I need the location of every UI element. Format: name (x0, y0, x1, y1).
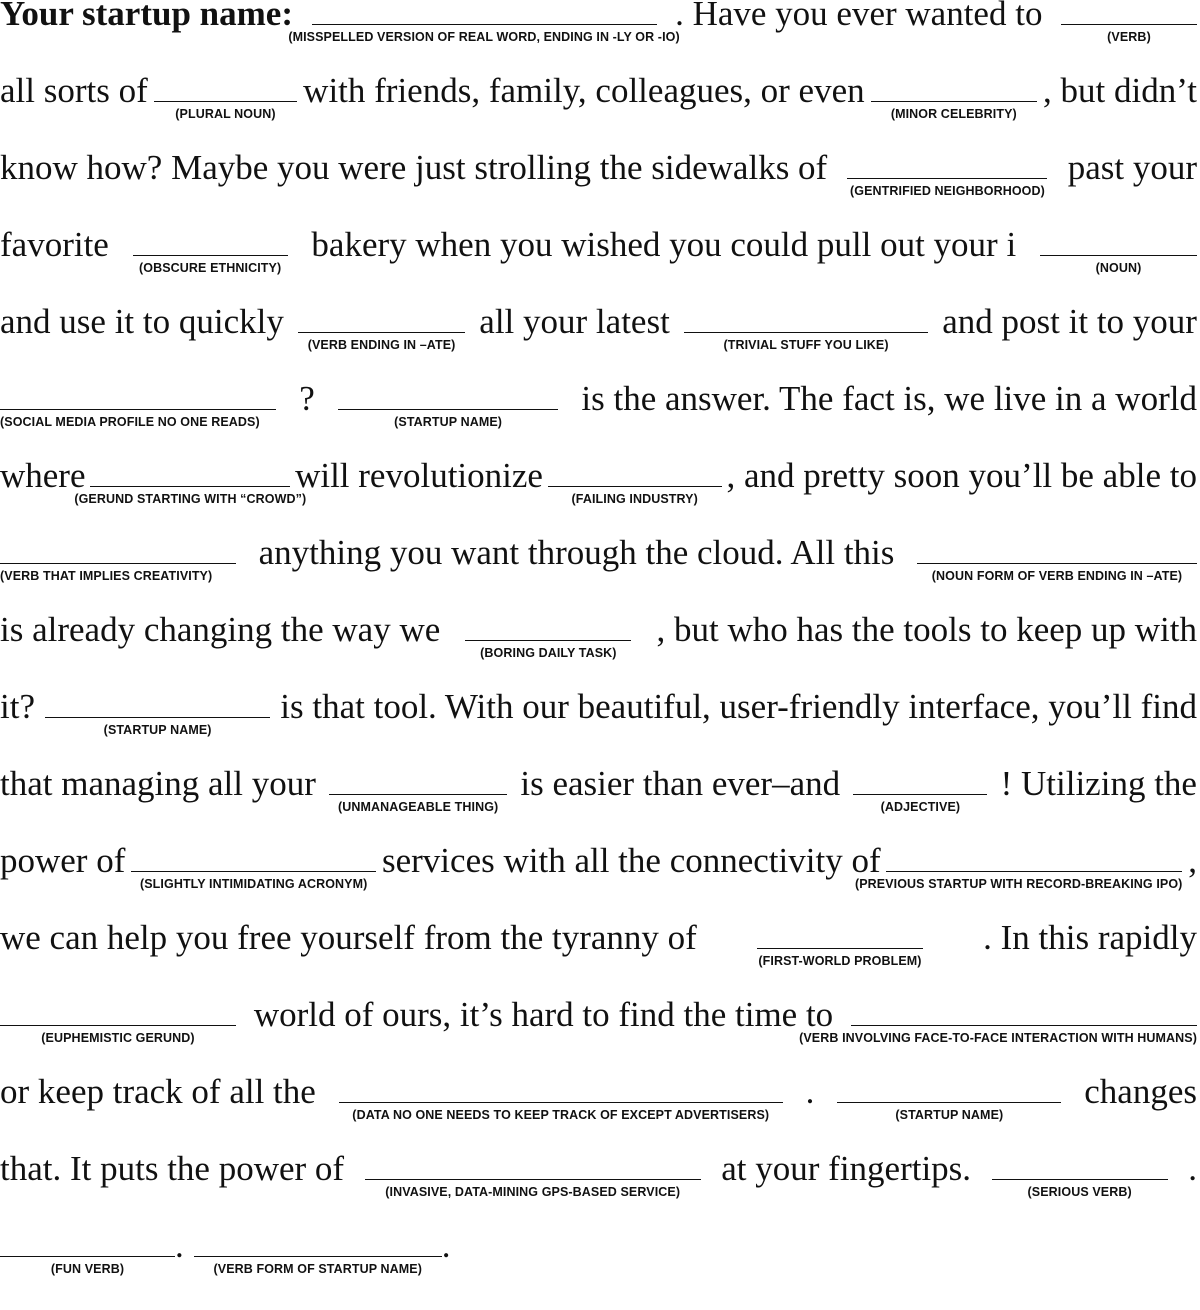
body-text: know how? Maybe you were just strolling the sidewalks of (0, 148, 828, 187)
body-text: , and pretty soon you’ll be able to (726, 456, 1197, 495)
body-text: power of (0, 841, 126, 880)
blank-caption: (STARTUP NAME) (103, 723, 212, 737)
blank-caption: (FUN VERB) (50, 1262, 125, 1276)
body-text: . (805, 1072, 815, 1111)
body-text: , (1188, 841, 1197, 880)
blank-caption: (NOUN) (1095, 261, 1142, 275)
blank-caption: (PREVIOUS STARTUP WITH RECORD-BREAKING IPO) (854, 877, 1183, 891)
text-line (0, 71, 1197, 121)
form-title: Your startup name: (0, 0, 293, 33)
blank-caption: (ADJECTIVE) (880, 800, 961, 814)
blank-field[interactable] (992, 1157, 1168, 1199)
blank-caption: (UNMANAGEABLE THING) (337, 800, 499, 814)
body-text: will revolutionize (295, 456, 543, 495)
blank-field[interactable] (853, 772, 987, 814)
blank-caption: (NOUN FORM OF VERB ENDING IN –ATE) (931, 569, 1183, 583)
body-text: world of ours, it’s hard to find the time to (253, 995, 834, 1034)
body-text: we can help you free yourself from the tyranny of (0, 918, 697, 957)
text-line (0, 1226, 1197, 1276)
body-text: favorite (0, 225, 109, 264)
blank-caption: (VERB FORM OF STARTUP NAME) (213, 1262, 422, 1276)
text-line (0, 1072, 1197, 1122)
blank-field[interactable] (1061, 2, 1197, 44)
blank-caption: (STARTUP NAME) (394, 415, 503, 429)
blank-caption: (OBSCURE ETHNICITY) (139, 261, 282, 275)
body-text: ! Utilizing the (1000, 764, 1197, 803)
blank-field[interactable] (154, 79, 297, 121)
body-text: and post it to your (942, 302, 1197, 341)
body-text: or keep track of all the (0, 1072, 316, 1111)
body-text: is easier than ever–and (520, 764, 841, 803)
blank-caption: (GENTRIFIED NEIGHBORHOOD) (850, 184, 1045, 198)
body-text: . (175, 1226, 184, 1265)
blank-field[interactable] (684, 310, 928, 352)
blank-caption: (TRIVIAL STUFF YOU LIKE) (723, 338, 889, 352)
body-text: , but didn’t (1043, 71, 1197, 110)
blank-caption: (VERB INVOLVING FACE-TO-FACE INTERACTION WITH HUMANS) (799, 1031, 1197, 1045)
body-text: . (441, 1226, 451, 1265)
blank-field[interactable] (0, 1003, 236, 1045)
body-text: bakery when you wished you could pull out your i (311, 225, 1017, 264)
blank-caption: (SLIGHTLY INTIMIDATING ACRONYM) (139, 877, 368, 891)
body-text: it? (0, 687, 35, 726)
text-line (0, 0, 1197, 44)
body-text: is the answer. The fact is, we live in a world (581, 379, 1197, 418)
blank-field[interactable] (0, 387, 276, 429)
text-line (0, 918, 1197, 968)
blank-caption: (INVASIVE, DATA-MINING GPS-BASED SERVICE) (385, 1185, 681, 1199)
blank-field[interactable] (854, 849, 1183, 891)
body-text: that. It puts the power of (0, 1149, 345, 1188)
text-line (0, 456, 1197, 506)
text-line (0, 764, 1197, 814)
text-line (0, 841, 1197, 891)
body-text: . (1188, 1149, 1197, 1188)
blank-field[interactable] (339, 1080, 783, 1122)
blank-field[interactable] (917, 541, 1197, 583)
body-text: changes (1084, 1072, 1197, 1111)
text-line (0, 302, 1197, 352)
blank-caption: (EUPHEMISTIC GERUND) (41, 1031, 195, 1045)
blank-caption: (GERUND STARTING WITH “CROWD”) (74, 492, 307, 506)
blank-field[interactable] (45, 695, 270, 737)
blank-field[interactable] (847, 156, 1047, 198)
body-text: . In this rapidly (983, 918, 1197, 957)
blank-field[interactable] (329, 772, 507, 814)
blank-caption: (VERB THAT IMPLIES CREATIVITY) (0, 569, 213, 583)
text-line (0, 533, 1197, 583)
body-text: past your (1067, 148, 1197, 187)
blank-caption: (SERIOUS VERB) (1027, 1185, 1132, 1199)
blank-caption: (FAILING INDUSTRY) (571, 492, 698, 506)
body-text: that managing all your (0, 764, 316, 803)
blank-field[interactable] (799, 1003, 1197, 1045)
body-text: is that tool. With our beautiful, user-friendly interface, you’ll find (280, 687, 1197, 726)
blank-caption: (VERB ENDING IN –ATE) (307, 338, 456, 352)
text-line (0, 1149, 1197, 1199)
blank-field[interactable] (133, 233, 288, 275)
body-text: all sorts of (0, 71, 148, 110)
text-line (0, 995, 1197, 1045)
blank-field[interactable] (74, 464, 307, 506)
blank-field[interactable] (298, 310, 465, 352)
blank-caption: (MISSPELLED VERSION OF REAL WORD, ENDING IN -LY OR -IO) (288, 30, 680, 44)
blank-field[interactable] (0, 541, 236, 583)
blank-field[interactable] (131, 849, 376, 891)
body-text: all your latest (479, 302, 670, 341)
body-text: . Have you ever wanted to (675, 0, 1043, 33)
body-text: anything you want through the cloud. All this (258, 533, 895, 572)
body-text: at your fingertips. (721, 1149, 972, 1188)
blank-field[interactable] (757, 926, 923, 968)
blank-field[interactable] (194, 1234, 442, 1276)
text-line (0, 687, 1197, 737)
text-line (0, 610, 1197, 660)
text-line (0, 379, 1197, 429)
blank-field[interactable] (288, 2, 680, 44)
blank-field[interactable] (837, 1080, 1061, 1122)
blank-field[interactable] (1040, 233, 1197, 275)
text-line (0, 148, 1197, 198)
body-text: with friends, family, colleagues, or even (303, 71, 865, 110)
blank-caption: (VERB) (1107, 30, 1151, 44)
text-line (0, 225, 1197, 275)
blank-caption: (DATA NO ONE NEEDS TO KEEP TRACK OF EXCEPT ADVERTISERS) (352, 1108, 770, 1122)
blank-caption: (STARTUP NAME) (895, 1108, 1004, 1122)
blank-field[interactable] (871, 79, 1037, 121)
blank-field[interactable] (548, 464, 722, 506)
blank-field[interactable] (0, 1234, 175, 1276)
body-text: , but who has the tools to keep up with (656, 610, 1197, 649)
body-text: is already changing the way we (0, 610, 441, 649)
blank-field[interactable] (365, 1157, 701, 1199)
blank-caption: (PLURAL NOUN) (175, 107, 276, 121)
body-text: services with all the connectivity of (382, 841, 881, 880)
body-text: ? (299, 379, 315, 418)
blank-field[interactable] (465, 618, 631, 660)
body-text: and use it to quickly (0, 302, 284, 341)
blank-caption: (MINOR CELEBRITY) (890, 107, 1017, 121)
blank-caption: (BORING DAILY TASK) (480, 646, 617, 660)
body-text: where (0, 456, 86, 495)
blank-field[interactable] (338, 387, 558, 429)
blank-caption: (FIRST-WORLD PROBLEM) (758, 954, 922, 968)
blank-caption: (SOCIAL MEDIA PROFILE NO ONE READS) (0, 415, 260, 429)
